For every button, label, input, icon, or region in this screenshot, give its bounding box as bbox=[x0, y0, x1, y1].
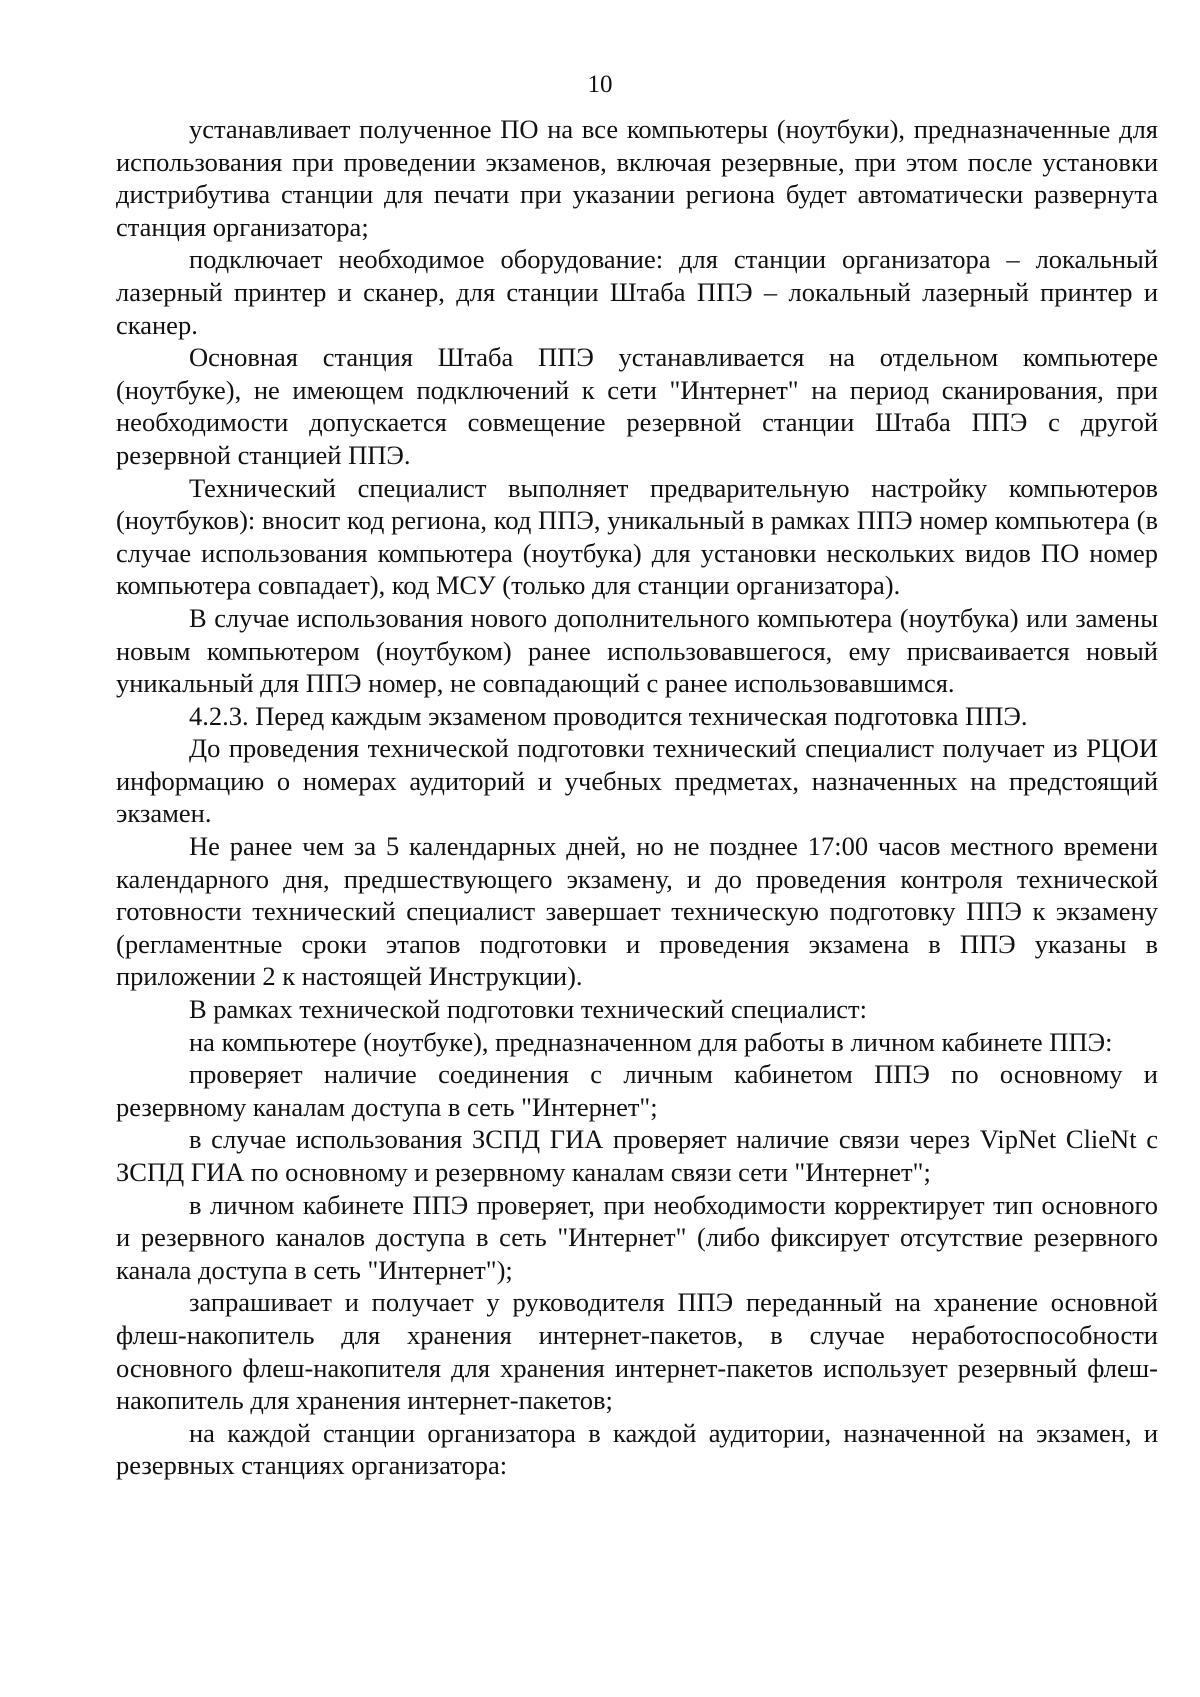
paragraph-personal-cabinet-computer: на компьютере (ноутбуке), предназначенном для работы в личном кабинете ППЭ: bbox=[189, 1026, 1113, 1057]
paragraph-preliminary-setup: Технический специалист выполняет предварительную настройку компьютеров (ноутбуков): вносит код региона, код ППЭ, уникальный в рамках ППЭ номер компьютера (в случае использования компьютера (ноутбука) для установки нескольких видов ПО номер компьютера совпадает), код МСУ (только для станции организатора). bbox=[116, 472, 1158, 601]
paragraph-section-4-2-3: 4.2.3. Перед каждым экзаменом проводится техническая подготовка ППЭ. bbox=[189, 700, 1028, 731]
paragraph-connect-equipment: подключает необходимое оборудование: для станции организатора – локальный лазерный принтер и сканер, для станции Штаба ППЭ – локальный лазерный принтер и сканер. bbox=[116, 244, 1158, 340]
paragraph-new-computer: В случае использования нового дополнительного компьютера (ноутбука) или замены новым компьютером (ноутбуком) ранее использовавшегося, ему присваивается новый уникальный для ППЭ номер, не совпадающий с ранее использовавшимся. bbox=[116, 602, 1158, 699]
paragraph-deadline: Не ранее чем за 5 календарных дней, но не позднее 17:00 часов местного времени календарного дня, предшествующего экзамену, и до проведения контроля технической готовности технический специалист завершает техническую подготовку ППЭ к экзамену (регламентные сроки этапов подготовки и проведения экзамена в ППЭ указаны в приложении 2 к настоящей Инструкции). bbox=[116, 831, 1158, 992]
paragraph-flash-drive: запрашивает и получает у руководителя ППЭ переданный на хранение основной флеш-накопитель для хранения интернет-пакетов, в случае неработоспособности основного флеш-накопителя для хранения интернет-пакетов использует резервный флеш-накопитель для хранения интернет-пакетов; bbox=[116, 1287, 1158, 1416]
page-number: 10 bbox=[587, 71, 613, 98]
paragraph-organizer-stations: на каждой станции организатора в каждой аудитории, назначенной на экзамен, и резервных станциях организатора: bbox=[116, 1417, 1158, 1481]
paragraph-channel-types: в личном кабинете ППЭ проверяет, при необходимости корректирует тип основного и резервного каналов доступа в сеть "Интернет" (либо фиксирует отсутствие резервного канала доступа в сеть "Интернет"); bbox=[116, 1189, 1158, 1285]
paragraph-rcoi-info: До проведения технической подготовки технический специалист получает из РЦОИ информацию о номерах аудиторий и учебных предметах, назначенных на предстоящий экзамен. bbox=[116, 733, 1158, 829]
paragraph-main-hq-station: Основная станция Штаба ППЭ устанавливается на отдельном компьютере (ноутбуке), не имеющем подключений к сети "Интернет" на период сканирования, при необходимости допускается совмещение резервной станции Штаба ППЭ с другой резервной станцией ППЭ. bbox=[116, 342, 1158, 470]
paragraph-vipnet-check: в случае использования ЗСПД ГИА проверяет наличие связи через VipNet ClieNt с ЗСПД ГИА по основному и резервному каналам связи сети "Интернет"; bbox=[116, 1124, 1158, 1187]
paragraph-install-software: устанавливает полученное ПО на все компьютеры (ноутбуки), предназначенные для использования при проведении экзаменов, включая резервные, при этом после установки дистрибутива станции для печати при указании региона будет автоматически развернута станция организатора; bbox=[116, 114, 1158, 242]
paragraph-tech-prep-intro: В рамках технической подготовки технический специалист: bbox=[189, 994, 867, 1025]
paragraph-check-connection: проверяет наличие соединения с личным кабинетом ППЭ по основному и резервному каналам доступа в сеть "Интернет"; bbox=[116, 1059, 1158, 1122]
document-body bbox=[116, 113, 1158, 1482]
